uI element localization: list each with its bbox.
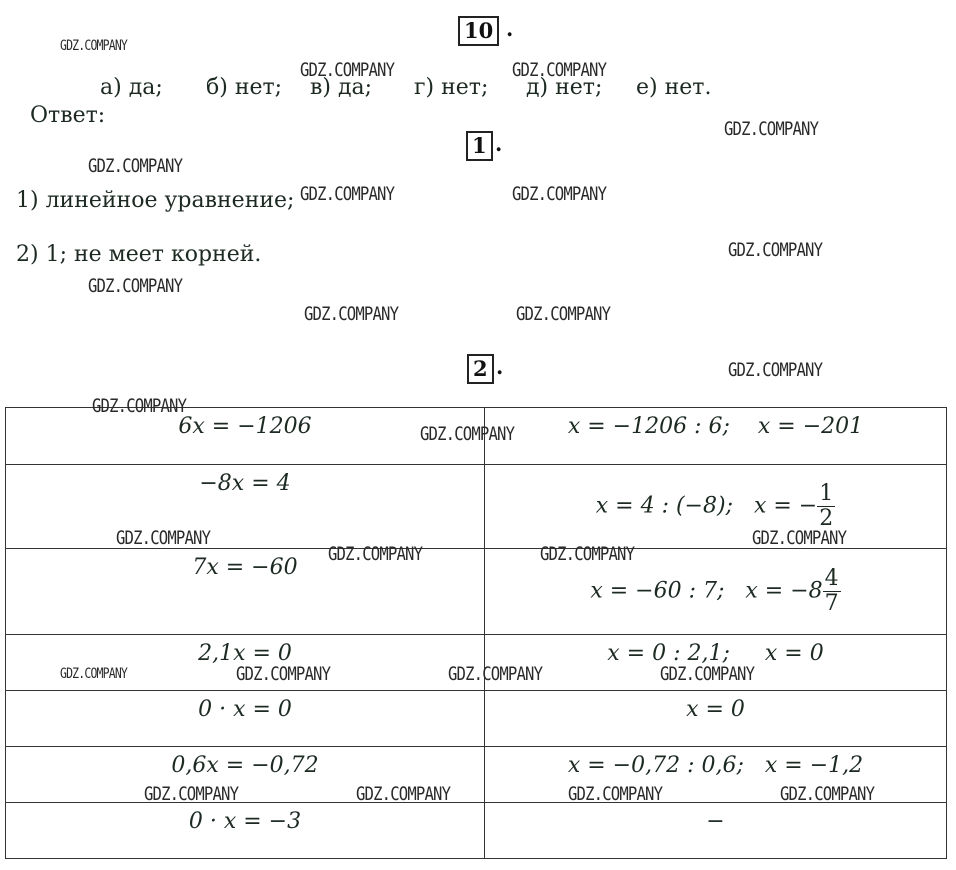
watermark: GDZ.COMPANY: [728, 359, 823, 381]
equation-cell: [6, 465, 485, 549]
watermark: GDZ.COMPANY: [540, 543, 635, 565]
equation-text: 2,1x = 0: [198, 641, 292, 666]
solution-step: x = −60 : 7;: [590, 578, 725, 604]
equation-text: 0 · x = 0: [198, 697, 292, 722]
fraction-numerator: 4: [824, 566, 839, 591]
solution-step: −: [706, 809, 725, 834]
watermark: GDZ.COMPANY: [144, 783, 239, 805]
watermark: GDZ.COMPANY: [60, 666, 128, 682]
watermark: GDZ.COMPANY: [88, 275, 183, 297]
section-1-number-text: 1: [472, 133, 487, 158]
equation-text: 7x = −60: [192, 555, 298, 580]
watermark: GDZ.COMPANY: [448, 663, 543, 685]
table-row: [6, 549, 947, 635]
solution-step: x = 4 : (−8);: [595, 493, 733, 519]
equation-text: 6x = −1206: [178, 414, 312, 439]
solution-step: x = −1206 : 6;: [567, 414, 730, 439]
watermark: GDZ.COMPANY: [300, 59, 395, 81]
watermark: GDZ.COMPANY: [512, 59, 607, 81]
solution-cell: [485, 465, 947, 549]
watermark: GDZ.COMPANY: [60, 38, 128, 54]
equation-text: 0 · x = −3: [188, 809, 302, 834]
answer-item-b: б) нет;: [206, 75, 283, 100]
watermark: GDZ.COMPANY: [300, 183, 395, 205]
solution-step: x = 0: [686, 697, 745, 722]
watermark: GDZ.COMPANY: [304, 303, 399, 325]
section-10-number: [458, 16, 499, 46]
watermark: GDZ.COMPANY: [328, 543, 423, 565]
solution-result: x = −201: [757, 414, 864, 439]
solution-step: x = −0,72 : 0,6;: [567, 753, 744, 778]
section-10-dot: .: [506, 16, 514, 41]
watermark: GDZ.COMPANY: [724, 118, 819, 140]
section-2-number-text: 2: [473, 356, 488, 381]
equation-text: −8x = 4: [199, 471, 291, 496]
equation-cell: [6, 408, 485, 465]
fraction-denominator: 2: [819, 506, 834, 531]
watermark: GDZ.COMPANY: [88, 155, 183, 177]
watermark: GDZ.COMPANY: [752, 527, 847, 549]
section-1-number: [466, 131, 493, 161]
answer-prefix: Ответ:: [30, 103, 106, 128]
solution-cell: [485, 408, 947, 465]
answer-item-a: а) да;: [100, 75, 163, 100]
watermark: GDZ.COMPANY: [236, 663, 331, 685]
table-row: [6, 803, 947, 859]
watermark: GDZ.COMPANY: [780, 783, 875, 805]
table-row: [6, 691, 947, 747]
watermark: GDZ.COMPANY: [660, 663, 755, 685]
solution-result: x = 0: [764, 641, 824, 666]
section-2-dot: .: [496, 354, 504, 379]
equation-cell: [6, 803, 485, 859]
watermark: GDZ.COMPANY: [92, 395, 187, 417]
answer-item-v: в) да;: [310, 75, 373, 100]
watermark: GDZ.COMPANY: [116, 527, 211, 549]
solution-result-prefix: x = −: [753, 493, 818, 519]
equation-cell: [6, 691, 485, 747]
section-1-line-2: 2) 1; не меет корней.: [16, 242, 262, 267]
answer-item-e: е) нет.: [636, 75, 712, 100]
solution-step: x = 0 : 2,1;: [607, 641, 730, 666]
watermark: GDZ.COMPANY: [568, 783, 663, 805]
answer-item-d: д) нет;: [526, 75, 603, 100]
section-1-dot: .: [495, 131, 503, 156]
fraction: [817, 482, 835, 531]
watermark: GDZ.COMPANY: [728, 239, 823, 261]
fraction-denominator: 7: [824, 591, 839, 616]
fraction: [823, 567, 841, 616]
watermark: GDZ.COMPANY: [420, 423, 515, 445]
solution-result-prefix: x = −8: [745, 578, 823, 604]
solution-result: x = −1,2: [764, 753, 864, 778]
answer-item-g: г) нет;: [414, 75, 489, 100]
watermark: GDZ.COMPANY: [516, 303, 611, 325]
section-2-number: [467, 354, 494, 384]
fraction-numerator: 1: [819, 481, 834, 506]
section-1-line-1: 1) линейное уравнение;: [16, 188, 295, 213]
equation-text: 0,6x = −0,72: [171, 753, 319, 778]
section-10-number-text: 10: [464, 18, 494, 43]
solution-cell: [485, 803, 947, 859]
solution-cell: [485, 747, 947, 803]
watermark: GDZ.COMPANY: [512, 183, 607, 205]
solution-cell: [485, 691, 947, 747]
watermark: GDZ.COMPANY: [356, 783, 451, 805]
section-10-answer: [16, 74, 105, 130]
